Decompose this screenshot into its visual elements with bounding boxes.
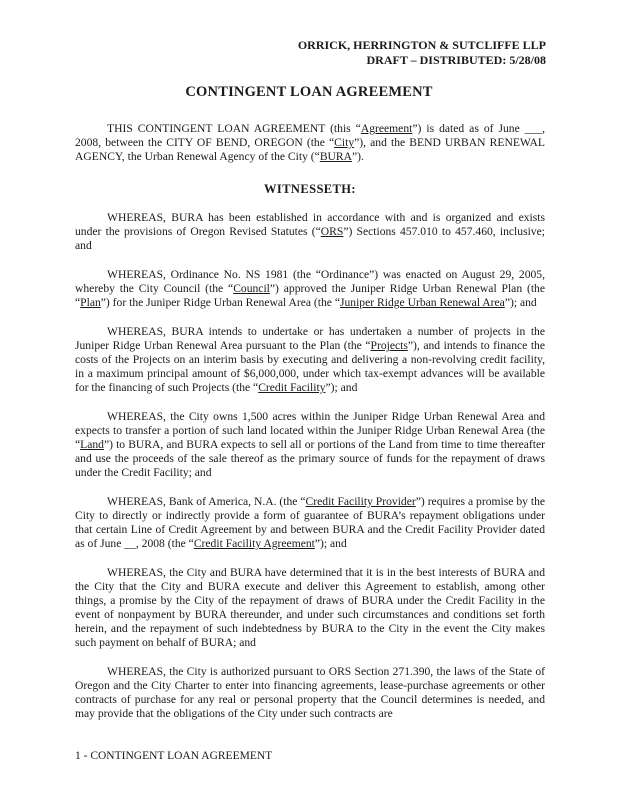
whereas-paragraph-3: WHEREAS, BURA intends to undertake or has undertaken a number of projects in the Juniper Ridge Urban Renewal Area pursuant to the Plan (the “Projects”), and intends to finance the costs of the Projects on an interim basis by executing and delivering a non-revolving credit facility, in a maximum principal amount of $6,000,000, under which tax-exempt advances will be available for the financing of such Projects (the “Credit Facility”); and bbox=[75, 325, 545, 394]
header-block bbox=[298, 38, 546, 68]
whereas-paragraph-6: WHEREAS, the City and BURA have determined that it is in the best interests of BURA and the City that the City and BURA execute and deliver this Agreement to establish, among other things, a promise by the City of the repayment of draws of BURA under the Credit Facility in the event of nonpayment by BURA thereunder, and under such circumstances and conditions set forth herein, and the repayment of such indebtedness by BURA to the City in the event the City makes such payment on behalf of BURA; and bbox=[75, 566, 545, 649]
defined-term-bura: BURA bbox=[319, 150, 353, 163]
defined-term-plan: Plan bbox=[80, 296, 101, 309]
page-footer: 1 - CONTINGENT LOAN AGREEMENT bbox=[75, 750, 273, 762]
whereas-paragraph-4: WHEREAS, the City owns 1,500 acres within the Juniper Ridge Urban Renewal Area and expects to transfer a portion of such land located within the Juniper Ridge Urban Renewal Area (the “Land”) to BURA, and BURA expects to sell all or portions of the Land from time to time thereafter and use the proceeds of the sale thereof as the primary source of funds for the repayment of draws under the Credit Facility; and bbox=[75, 410, 545, 479]
intro-paragraph: THIS CONTINGENT LOAN AGREEMENT (this “Agreement”) is dated as of June ___, 2008, between the CITY OF BEND, OREGON (the “City”), and the BEND URBAN RENEWAL AGENCY, the Urban Renewal Agency of the City (“BURA”). bbox=[75, 122, 546, 163]
defined-term-land: Land bbox=[80, 438, 104, 451]
document-title: CONTINGENT LOAN AGREEMENT bbox=[185, 84, 433, 100]
defined-term-ors: ORS bbox=[320, 225, 344, 238]
draft-stamp: DRAFT – DISTRIBUTED: 5/28/08 bbox=[366, 53, 546, 67]
whereas-paragraph-5: WHEREAS, Bank of America, N.A. (the “Credit Facility Provider”) requires a promise by the City to directly or indirectly provide a form of guarantee of BURA’s repayment obligations under that certain Line of Credit Agreement by and between BURA and the Credit Facility Provider dated as of June __, 2008 (the “Credit Facility Agreement”); and bbox=[75, 495, 546, 550]
whereas-paragraph-1: WHEREAS, BURA has been established in accordance with and is organized and exists under the provisions of Oregon Revised Statutes (“ORS”) Sections 457.010 to 457.460, inclusive; and bbox=[75, 211, 545, 252]
firm-name: ORRICK, HERRINGTON & SUTCLIFFE LLP bbox=[297, 38, 546, 52]
defined-term-city: City bbox=[334, 136, 355, 149]
document-body bbox=[75, 122, 545, 736]
defined-term-council: Council bbox=[233, 282, 270, 295]
whereas-paragraph-2: WHEREAS, Ordinance No. NS 1981 (the “Ordinance”) was enacted on August 29, 2005, whereby the City Council (the “Council”) approved the Juniper Ridge Urban Renewal Plan (the “Plan”) for the Juniper Ridge Urban Renewal Area (the “Juniper Ridge Urban Renewal Area”); and bbox=[75, 268, 545, 309]
defined-term-agreement: Agreement bbox=[360, 122, 413, 135]
defined-term-credit-facility: Credit Facility bbox=[258, 381, 326, 394]
defined-term-renewal-area: Juniper Ridge Urban Renewal Area bbox=[339, 296, 505, 309]
witnesseth-heading: WITNESSETH: bbox=[264, 182, 356, 196]
whereas-paragraph-7: WHEREAS, the City is authorized pursuant to ORS Section 271.390, the laws of the State of Oregon and the City Charter to enter into financing agreements, lease-purchase agreements or other contracts of purchase for any real or personal property that the Council determines is needed, and may provide that the obligations of the City under such contracts are bbox=[75, 665, 545, 720]
defined-term-projects: Projects bbox=[370, 339, 408, 352]
defined-term-credit-facility-agreement: Credit Facility Agreement bbox=[193, 537, 315, 550]
defined-term-credit-facility-provider: Credit Facility Provider bbox=[305, 495, 416, 508]
